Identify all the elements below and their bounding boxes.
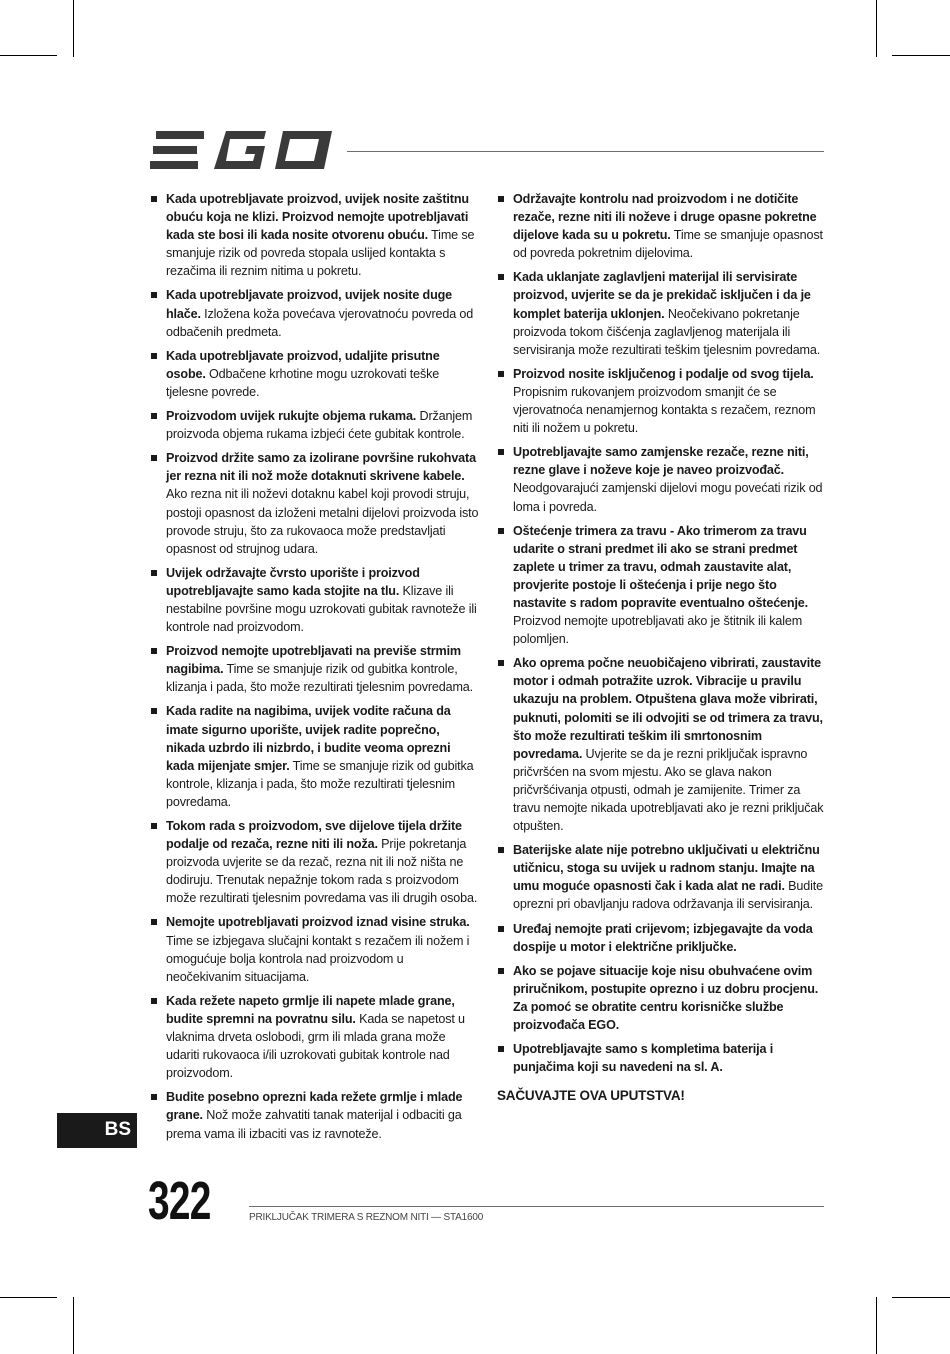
- bullet-square-icon: [151, 196, 157, 202]
- safety-list-right: [497, 190, 827, 1076]
- safety-item-bold: Proizvod držite samo za izolirane površine rukohvata jer rezna nit ili nož može dotaknuti skrivene kabele.: [166, 451, 476, 484]
- bullet-square-icon: [151, 570, 157, 576]
- crop-mark: [73, 1297, 74, 1354]
- safety-item-bold: Kada upotrebljavate proizvod, uvijek nosite duge hlače.: [166, 288, 453, 321]
- safety-item-bold: Ako se pojave situacije koje nisu obuhvaćene ovim priručnikom, postupite oprezno i uz dobru procjenu. Za pomoć se obratite centru korisničke službe proizvođača EGO.: [513, 963, 819, 1033]
- safety-item-bold: Održavajte kontrolu nad proizvodom i ne dotičite rezače, rezne niti ili noževe i druge opasne pokretne dijelove kada su u pokretu.: [513, 192, 817, 243]
- safety-item: [497, 268, 827, 358]
- safety-item: [150, 1088, 480, 1142]
- safety-item-text: Time se smanjuje rizik od gubitka kontrole, klizanja i pada, što može rezultirati tjelesnim povredama.: [166, 758, 474, 809]
- safety-item-text: Time se smanjuje opasnost od povreda pokretnim dijelovima.: [513, 228, 823, 261]
- closing-heading: SAČUVAJTE OVA UPUTSTVA!: [497, 1088, 685, 1104]
- bullet-square-icon: [151, 455, 157, 461]
- crop-mark: [892, 55, 950, 56]
- bullet-square-icon: [498, 926, 504, 932]
- crop-mark: [0, 55, 57, 56]
- safety-item: [497, 443, 827, 515]
- safety-item-text: Kada se napetost u vlaknima drveta oslobodi, grm ili mlada grana može udariti rukovaoca i/ili uzrokovati gubitak kontrole nad proizvodom.: [166, 1011, 465, 1081]
- crop-mark: [892, 1297, 950, 1298]
- safety-item-text: Time se smanjuje rizik od povreda stopala uslijed kontakta s rezačima ili reznim nitima u pokretu.: [166, 228, 475, 279]
- bullet-square-icon: [151, 708, 157, 714]
- bullet-square-icon: [498, 968, 504, 974]
- safety-item-text: Prije pokretanja proizvoda uvjerite se da rezač, rezna nit ili nož ništa ne dodiruju. Trenutak nepažnje tokom rada s proizvodom može rezultirati tjelesnim povredama vas ili drugih osoba.: [166, 837, 478, 906]
- safety-item: [150, 407, 480, 443]
- safety-item-bold: Kada uklanjate zaglavljeni materijal ili servisirate proizvod, uvjerite se da je prekidač isključen i da je komplet baterija uklonjen.: [513, 270, 811, 321]
- safety-item-bold: Baterijske alate nije potrebno uključivati u električnu utičnicu, stoga su uvijek u radnom stanju. Imajte na umu moguće opasnosti čak i kada alat ne radi.: [513, 843, 820, 894]
- safety-item-bold: Kada režete napeto grmlje ili napete mlade grane, budite spremni na povratnu silu.: [166, 993, 455, 1026]
- safety-item: [497, 1040, 827, 1076]
- safety-item-bold: Budite posebno oprezni kada režete grmlje i mlade grane.: [166, 1090, 463, 1123]
- safety-item: [497, 654, 827, 835]
- crop-mark: [0, 1297, 57, 1298]
- safety-item-bold: Tokom rada s proizvodom, sve dijelove tijela držite podalje od rezača, rezne niti ili noža.: [166, 819, 462, 852]
- safety-item: [150, 449, 480, 558]
- safety-item-text: Time se smanjuje rizik od gubitka kontrole, klizanja i pada, što može rezultirati tjelesnim povredama.: [166, 662, 473, 695]
- safety-item-bold: Proizvod nosite isključenog i podalje od svog tijela.: [513, 366, 814, 381]
- bullet-square-icon: [151, 648, 157, 654]
- bullet-square-icon: [498, 528, 504, 534]
- bullet-square-icon: [151, 919, 157, 925]
- safety-item-bold: Uređaj nemojte prati crijevom; izbjegavajte da voda dospije u motor i električne priključke.: [513, 921, 813, 954]
- safety-item-text: Držanjem proizvoda objema rukama izbjeći ćete gubitak kontrole.: [166, 409, 473, 442]
- bullet-square-icon: [498, 274, 504, 280]
- bullet-square-icon: [498, 196, 504, 202]
- safety-item-bold: Proizvod nemojte upotrebljavati na previše strmim nagibima.: [166, 644, 461, 677]
- bullet-square-icon: [498, 660, 504, 666]
- safety-item-text: Nož može zahvatiti tanak materijal i odbaciti ga prema vama ili izbaciti vas iz ravnoteže.: [166, 1108, 462, 1141]
- safety-item-bold: Kada upotrebljavate proizvod, uvijek nosite zaštitnu obuću koja ne klizi. Proizvod nemojte upotrebljavati kada ste bosi ili kada nosite otvorenu obuću.: [166, 192, 469, 243]
- safety-item-bold: Nemojte upotrebljavati proizvod iznad visine struka.: [166, 915, 470, 930]
- safety-item: [150, 702, 480, 811]
- header-rule: [347, 151, 824, 152]
- safety-item: [150, 190, 480, 280]
- safety-item: [150, 286, 480, 340]
- safety-item: [150, 564, 480, 636]
- safety-item-text: Neodgovarajući zamjenski dijelovi mogu povećati rizik od loma i povreda.: [513, 481, 823, 514]
- safety-item-text: Neočekivano pokretanje proizvoda tokom čišćenja zaglavljenog materijala ili servisiranja može rezultirati teškim tjelesnim povredama.: [513, 306, 821, 357]
- safety-item: [150, 347, 480, 401]
- safety-item: [150, 817, 480, 907]
- safety-item-text: Propisnim rukovanjem proizvodom smanjit će se vjerovatnoća nenamjernog kontakta s rezačem, reznom niti ili nožem u pokretu.: [513, 384, 816, 436]
- bullet-square-icon: [498, 847, 504, 853]
- footer-text: PRIKLJUČAK TRIMERA S REZNOM NITI — STA1600: [249, 1212, 484, 1223]
- safety-item-text: Odbačene krhotine mogu uzrokovati teške tjelesne povrede.: [166, 366, 440, 399]
- safety-item: [497, 920, 827, 956]
- safety-item-bold: Oštećenje trimera za travu - Ako trimerom za travu udarite o strani predmet ili ako se strani predmet zaplete u trimer za travu, odmah zaustavite alat, provjerite postoje li oštećenja i prije nego što nastavite s radom popravite eventualno oštećenje.: [513, 523, 808, 610]
- language-tab-label: BS: [104, 1119, 131, 1140]
- safety-item-bold: Upotrebljavajte samo s kompletima baterija i punjačima koji su navedeni na sl. A.: [513, 1042, 774, 1075]
- safety-item: [150, 642, 480, 696]
- safety-list-left: [150, 190, 480, 1143]
- safety-item-text: Proizvod nemojte upotrebljavati ako je štitnik ili kalem polomljen.: [513, 614, 803, 647]
- safety-item: [497, 365, 827, 437]
- safety-item-text: Ako rezna nit ili noževi dotaknu kabel koji provodi struju, postoji opasnost da izloženi metalni dijelovi proizvoda isto provode struju, što za rukovaoca može predstavljati opasnost od strujnog udara.: [166, 487, 479, 556]
- safety-item-bold: Ako oprema počne neuobičajeno vibrirati, zaustavite motor i odmah potražite uzrok. Vibracije u pravilu ukazuju na problem. Otpuštena glava može vibrirati, puknuti, polomiti se ili odvojiti se od trimera za travu, što može rezultirati teškim ili smrtonosnim povredama.: [513, 656, 823, 761]
- bullet-square-icon: [151, 292, 157, 298]
- safety-item: [150, 913, 480, 985]
- safety-item-bold: Kada radite na nagibima, uvijek vodite računa da imate sigurno uporište, uvijek radite poprečno, nikada uzbrdo ili nizbrdo, i budite veoma oprezni kada mijenjate smjer.: [166, 704, 451, 773]
- safety-item: [497, 522, 827, 649]
- bullet-square-icon: [498, 449, 504, 455]
- safety-item-text: Time se izbjegava slučajni kontakt s rezačem ili nožem i omogućuje bolja kontrola nad proizvodom u neočekivanim situacijama.: [166, 933, 470, 984]
- left-column: [150, 190, 480, 1149]
- safety-item-text: Uvjerite se da je rezni priključak ispravno pričvršćen na svom mjestu. Ako se glava nakon pričvršćivanja otpusti, odmah je zamijenite. Trimer za travu nemojte nikada upotrebljavati ako je rezni priključak otpušten.: [513, 746, 824, 834]
- bullet-square-icon: [498, 1046, 504, 1052]
- bullet-square-icon: [151, 353, 157, 359]
- language-tab: [57, 1113, 137, 1148]
- safety-item: [497, 841, 827, 913]
- footer-rule: [249, 1206, 824, 1207]
- safety-item-text: Klizave ili nestabilne površine mogu uzrokovati gubitak ravnoteže ili kontrole nad proizvodom.: [166, 583, 477, 635]
- crop-mark: [876, 1297, 877, 1354]
- safety-item-bold: Uvijek održavajte čvrsto uporište i proizvod upotrebljavajte samo kada stojite na tlu.: [166, 565, 420, 598]
- safety-item-bold: Proizvodom uvijek rukujte objema rukama.: [166, 409, 417, 424]
- bullet-square-icon: [151, 823, 157, 829]
- safety-item-text: Budite oprezni pri obavljanju radova održavanja ili servisiranja.: [513, 879, 823, 912]
- page-number: 322: [148, 1171, 211, 1231]
- safety-item: [497, 962, 827, 1034]
- safety-item-text: Izložena koža povećava vjerovatnoću povreda od odbačenih predmeta.: [166, 306, 474, 339]
- safety-item-bold: Kada upotrebljavate proizvod, udaljite prisutne osobe.: [166, 348, 440, 381]
- bullet-square-icon: [151, 413, 157, 419]
- bullet-square-icon: [151, 1094, 157, 1100]
- crop-mark: [876, 0, 877, 57]
- right-column: [497, 190, 827, 1103]
- safety-item: [150, 992, 480, 1082]
- safety-item: [497, 190, 827, 262]
- bullet-square-icon: [151, 998, 157, 1004]
- safety-item-bold: Upotrebljavajte samo zamjenske rezače, rezne niti, rezne glave i noževe koje je naveo proizvođač.: [513, 445, 809, 478]
- ego-logo: [150, 128, 332, 172]
- bullet-square-icon: [498, 371, 504, 377]
- crop-mark: [73, 0, 74, 57]
